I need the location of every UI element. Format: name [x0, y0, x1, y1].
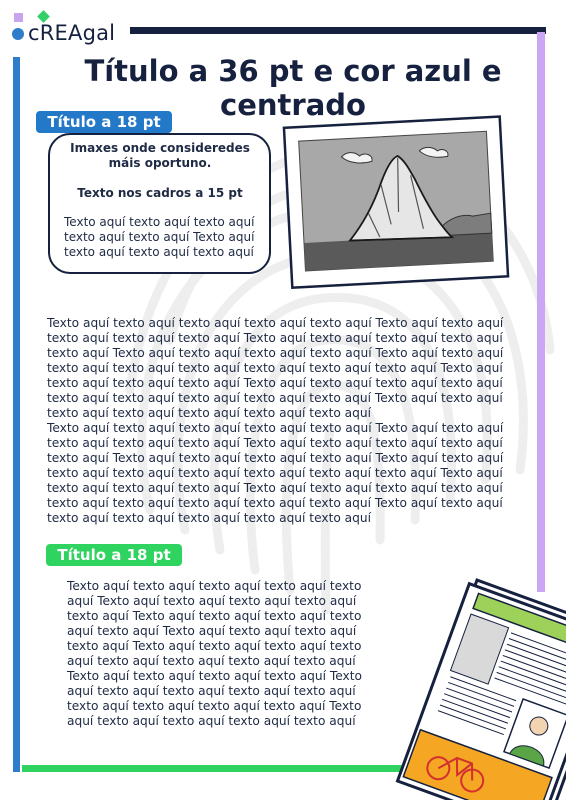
newspaper-icon	[378, 572, 566, 800]
body-text-1	[47, 316, 525, 526]
left-frame-line	[13, 57, 20, 772]
body-paragraph: Texto aquí texto aquí texto aquí texto aquí texto aquí Texto aquí texto aquí texto aquí texto aquí texto aquí Texto aquí texto aquí texto aquí texto aquí texto aquí Texto aquí texto aquí texto aquí texto aquí Texto aquí texto aquí texto aquí texto aquí texto aquí texto aquí texto aquí texto aquí Texto aquí texto aquí texto aquí texto aquí Texto aquí texto aquí texto aquí texto aquí texto aquí texto aquí texto aquí texto aquí texto aquí Texto aquí texto aquí texto aquí texto aquí texto aquí texto aquí texto aquí	[47, 316, 504, 420]
section-label-1: Título a 18 pt	[36, 111, 172, 133]
box-body-text: Texto aquí texto aquí texto aquí texto aquí texto aquí Texto aquí texto aquí texto aquí texto aquí	[64, 215, 255, 259]
section-label-2: Título a 18 pt	[46, 544, 182, 566]
logo-purple-square	[14, 13, 23, 22]
mountain-picture-icon	[282, 112, 514, 292]
top-frame-line	[130, 27, 546, 34]
text-box	[48, 133, 271, 274]
page-title: Título a 36 pt e cor azul e centrado	[84, 54, 502, 122]
body-text-2: Texto aquí texto aquí texto aquí texto aquí texto aquí Texto aquí texto aquí texto aquí texto aquí texto aquí Texto aquí texto aquí texto aquí texto aquí texto aquí Texto aquí texto aquí texto aquí texto aquí Texto aquí texto aquí texto aquí texto aquí texto aquí texto aquí texto aquí texto aquí Texto aquí texto aquí texto aquí texto aquí Texto aquí texto aquí texto aquí texto aquí texto aquí texto aquí texto aquí texto aquí texto aquí Texto aquí texto aquí texto aquí texto aquí texto aquí	[67, 579, 362, 728]
logo-blue-dot	[12, 28, 24, 40]
body-paragraph: Texto aquí texto aquí texto aquí texto aquí texto aquí Texto aquí texto aquí texto aquí texto aquí texto aquí Texto aquí texto aquí texto aquí texto aquí texto aquí Texto aquí texto aquí texto aquí texto aquí Texto aquí texto aquí texto aquí texto aquí texto aquí texto aquí texto aquí texto aquí Texto aquí texto aquí texto aquí texto aquí Texto aquí texto aquí texto aquí texto aquí texto aquí texto aquí texto aquí texto aquí texto aquí Texto aquí texto aquí texto aquí texto aquí texto aquí texto aquí texto aquí	[47, 421, 504, 525]
logo-text: cREAgal	[28, 21, 116, 45]
box-heading: Imaxes onde consideredes máis oportuno.	[70, 141, 250, 170]
bottom-frame-line	[22, 765, 402, 772]
box-subheading: Texto nos cadros a 15 pt	[77, 186, 243, 200]
